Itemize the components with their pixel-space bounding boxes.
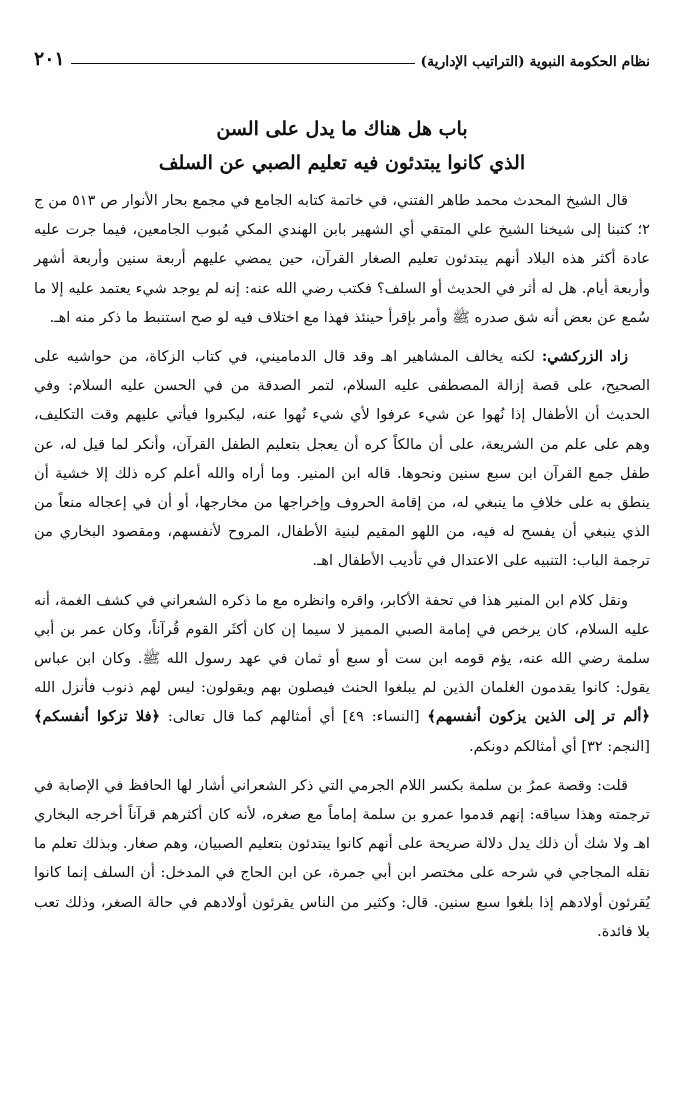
paragraph-3 — [34, 586, 650, 761]
paragraph-2-lead: زاد الزركشي: — [541, 348, 628, 366]
paragraph-2 — [34, 342, 650, 576]
chapter-title-line-1: باب هل هناك ما يدل على السن — [216, 118, 468, 140]
quran-reference-2: [النجم: ٣٢] — [581, 737, 650, 755]
page-header — [34, 40, 650, 70]
page-number: ٢٠١ — [34, 48, 65, 70]
running-title: نظام الحكومة النبوية (التراتيب الإدارية) — [420, 54, 650, 70]
chapter-heading — [34, 112, 650, 180]
chapter-title-line-2: الذي كانوا يبتدئون فيه تعليم الصبي عن السلف — [158, 152, 526, 174]
paragraph-2-body: لكنه يخالف المشاهير اهـ وقد قال الدماميني، في كتاب الزكاة، من حواشيه على الصحيح، على قصة إزالة المصطفى عليه السلام، لتمر الصدقة من في الحسن عليه السلام: وفي الحديث أن الأطفال إذا نُهوا عن شيء عرفوا لأي شيء نُهوا عنه، ليكبروا فيأتي عليهم وقت التكليف، وهم على علم من الشريعة، على أن مالكاً كره أن يعجل بتعليم الطفل القرآن، وأنكر لما قيل له، عن طفل جمع القرآن ابن سبع سنين ونحوها. قاله ابن المنير. وما أراه والله أعلم كره ذلك إلا خشية أن ينطق به على خلافِ ما ينبغي له، من إقامة الحروف وإخراجها من مخارجها، أو أن في إعجاله منعاً من الذي ينبغي أن يفسح له فيه، من اللهو المقيم لبنية الأطفال، المروح لأنفسهم، ومقصود البخاري من ترجمة الباب: التنبيه على الاعتدال في تأديب الأطفال اهـ. — [34, 348, 651, 570]
paragraph-4: قلت: وقصة عمرُ بن سلمة بكسر اللام الجرمي التي ذكر الشعراني أشار لها الحافظ في الإصابة في ترجمته وهذا سياقه: إنهم قدموا عمرو بن سلمة إماماً مع صغره، لأنه كان أكثرهم قرآناً أخرجه البخاري اهـ ولا شك أن ذلك يدل دلالة صريحة على أنهم كانوا يبتدئون بتعليم الصبيان، وهم صغار. وبذلك تعلم ما نقله المجاجي في شرحه على مختصر ابن أبي جمرة، عن ابن الحاج في المدخل: أن السلف إنما كانوا يُقرئون أولادهم إذا بلغوا سبع سنين. قال: وكثير من الناس يقرئون أولادهم في حالة الصغر، وذلك تعب بلا فائدة. — [34, 776, 650, 940]
paragraph-3-part-b: أي أمثالهم كما قال تعالى: — [167, 708, 335, 726]
header-rule — [71, 63, 415, 64]
paragraph-1: قال الشيخ المحدث محمد طاهر الفتني، في خاتمة كتابه الجامع في مجمع بحار الأنوار ص ٥١٣ من ج ٢؛ كتبنا إلى شيخنا الشيخ علي المتقي أي الشهير بابن الهندي المكي مُبوب الجامعين، فيما جرت عليه عادة أكثر هذه البلاد أنهم يبتدئون تعليم الصغار القرآن، حين يمضي عليهم أربعة سنين وأربعة أشهر وأربعة أيام. هل له أثر في الحديث أو السلف؟ فكتب رضي الله عنه: إنه لم يوجد شيء يعتمد عليه إلا ما سُمع عن بعض أنه شق صدره ﷺ وأمر بإقرأ حينئذ فهذا مع اختلاف فيه لو صح استنبط ما ذكر منه اهـ. — [34, 192, 650, 326]
body-text — [34, 186, 650, 956]
quran-verse-1: ﴿ألم تر إلى الذين يزكون أنفسهم﴾ — [427, 708, 651, 726]
quran-reference-1: [النساء: ٤٩] — [342, 708, 420, 726]
paragraph-3-part-a: ونقل كلام ابن المنير هذا في تحفة الأكابر، واقره وانظره مع ما ذكره الشعراني في كشف الغمة، أنه عليه السلام، كان يرخص في إمامة الصبي المميز لا سيما إن كان أكثَر القوم قُرآناً، وكان عمر بن أبي سلمة رضي الله عنه، يؤم قومه ابن ست أو سبع أو ثمان في عهد رسول الله ﷺ. وكان ابن عباس يقول: كانوا يقدمون الغلمان الذين لم يبلغوا الحنث فيصلون بهم ويقولون: ليس لهم ذنوب فأنزل الله — [34, 591, 650, 697]
quran-verse-2: ﴿فلا تزكوا أنفسكم﴾ — [34, 708, 161, 726]
paragraph-3-part-c: أي أمثالكم دونكم. — [468, 737, 577, 755]
